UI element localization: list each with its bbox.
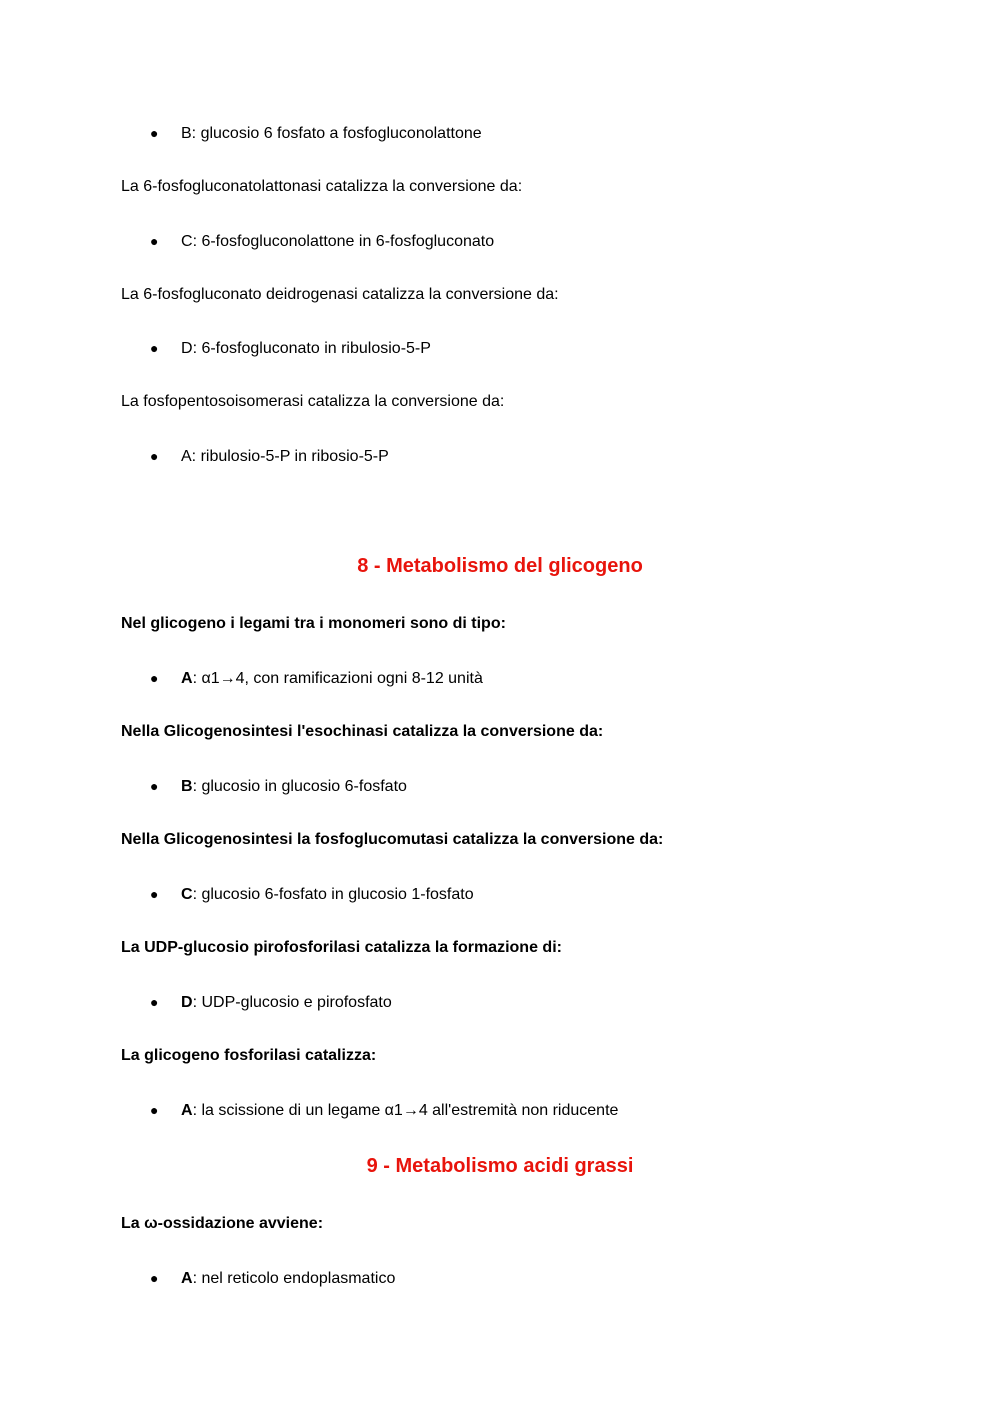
answer-item (150, 338, 431, 359)
bullet-icon: ● (150, 994, 159, 1010)
question-text: La glicogeno fosforilasi catalizza: (121, 1047, 377, 1064)
answer-text: : UDP-glucosio e pirofosfato (192, 994, 392, 1011)
answer-letter: D (181, 340, 193, 357)
section-heading: 8 - Metabolismo del glicogeno (357, 555, 643, 577)
answer-letter: D (181, 994, 193, 1011)
bullet-icon: ● (150, 125, 159, 141)
section-heading: 9 - Metabolismo acidi grassi (366, 1155, 634, 1177)
question-text: La UDP-glucosio pirofosforilasi catalizza la formazione di: (121, 939, 562, 956)
answer-letter: C (181, 233, 193, 250)
answer-text: : ribulosio-5-P in ribosio-5-P (191, 448, 389, 465)
question-text: La fosfopentosoisomerasi catalizza la conversione da: (121, 393, 505, 410)
question-text: La ω-ossidazione avviene: (121, 1215, 324, 1232)
answer-letter: B (181, 778, 193, 795)
answer-item (150, 668, 483, 689)
bullet-icon: ● (150, 670, 159, 686)
answer-text: : la scissione di un legame α1→4 all'estremità non riducente (192, 1102, 619, 1119)
answer-letter: A (181, 1270, 193, 1287)
question-text: Nel glicogeno i legami tra i monomeri sono di tipo: (121, 615, 506, 632)
bullet-icon: ● (150, 1270, 159, 1286)
answer-letter: A (181, 1102, 193, 1119)
bullet-icon: ● (150, 1102, 159, 1118)
answer-text: : nel reticolo endoplasmatico (192, 1270, 396, 1287)
question-text: La 6-fosfogluconatolattonasi catalizza la conversione da: (121, 178, 523, 195)
question-text: La 6-fosfogluconato deidrogenasi catalizza la conversione da: (121, 286, 559, 303)
answer-item (150, 231, 494, 252)
answer-text: : 6-fosfogluconolattone in 6-fosfogluconato (192, 233, 495, 250)
answer-text: : α1→4, con ramificazioni ogni 8-12 unità (192, 670, 483, 687)
answer-item (150, 446, 389, 467)
answer-letter: C (181, 886, 193, 903)
bullet-icon: ● (150, 340, 159, 356)
bullet-icon: ● (150, 448, 159, 464)
answer-item (150, 776, 407, 797)
answer-item (150, 1268, 395, 1289)
answer-letter: A (181, 448, 192, 465)
answer-item (150, 992, 392, 1013)
bullet-icon: ● (150, 778, 159, 794)
answer-text: : glucosio 6-fosfato in glucosio 1-fosfato (192, 886, 474, 903)
answer-item (150, 123, 482, 144)
bullet-icon: ● (150, 886, 159, 902)
answer-item (150, 1100, 618, 1121)
answer-item (150, 884, 474, 905)
bullet-icon: ● (150, 233, 159, 249)
question-text: Nella Glicogenosintesi la fosfoglucomutasi catalizza la conversione da: (121, 831, 664, 848)
answer-text: : glucosio 6 fosfato a fosfogluconolattone (191, 125, 482, 142)
question-text: Nella Glicogenosintesi l'esochinasi catalizza la conversione da: (121, 723, 604, 740)
answer-letter: B (181, 125, 192, 142)
answer-text: : glucosio in glucosio 6-fosfato (192, 778, 407, 795)
answer-letter: A (181, 670, 193, 687)
answer-text: : 6-fosfogluconato in ribulosio-5-P (192, 340, 431, 357)
